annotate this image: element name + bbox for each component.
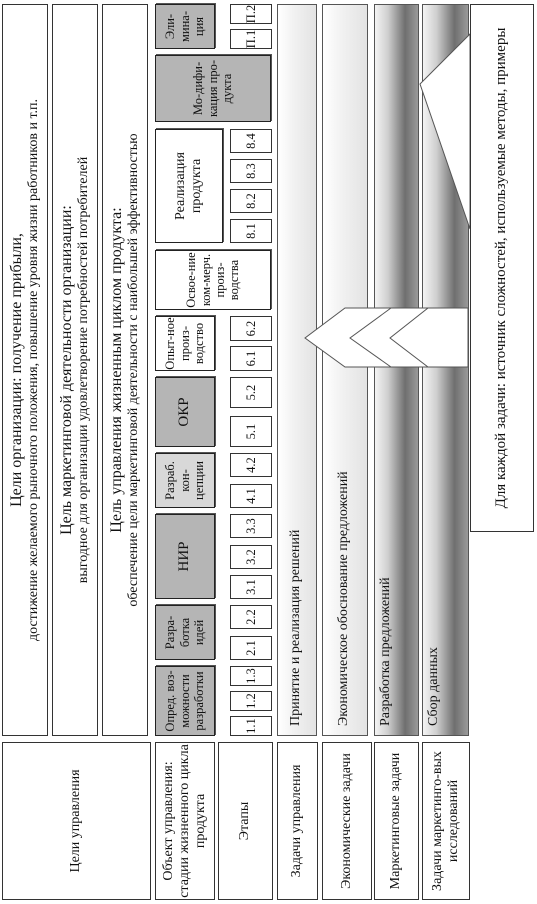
step-label: П.2 <box>243 4 258 24</box>
label-text: Задачи маркетинго-вых исследований <box>429 751 461 891</box>
label-text: Цели управления <box>68 769 84 873</box>
step-label: 6.2 <box>243 320 258 337</box>
label-text: Объект управления: стадии жизненного цикла продукта <box>160 744 209 898</box>
label-text: Маркетинговые задачи <box>388 752 404 890</box>
step-label: 2.1 <box>243 640 258 656</box>
label-text: Этапы <box>237 801 253 841</box>
step-label: 1.1 <box>243 718 258 734</box>
org-goals-title: Цели организации: получение прибыли, <box>7 233 25 507</box>
callout-text: Для каждой задачи: источник сложностей, используемые методы, примеры <box>493 27 510 509</box>
band-data-label: Сбор данных <box>426 647 441 726</box>
band-mgmt-label: Принятие и реализация решений <box>288 529 303 726</box>
step-label: 3.3 <box>243 518 258 534</box>
callout-pointer <box>420 34 470 229</box>
marketing-goal-detail: выгодное для организации удовлетворение потребностей потребителей <box>76 156 92 584</box>
marketing-goal-title: Цель маркетинговой деятельности организации: <box>57 205 75 535</box>
step-label: 3.2 <box>243 549 258 565</box>
stage-label: Реализация продукта <box>172 152 204 220</box>
stage-label: Эли-мина-ция <box>163 11 207 42</box>
stage-label: Мо-дифи-кация про-дукта <box>191 59 235 118</box>
step-label: 4.2 <box>243 457 258 473</box>
step-label: 1.2 <box>243 693 258 709</box>
step-label: 2.2 <box>243 609 258 625</box>
band-marketing-label: Разработка предложений <box>378 577 393 726</box>
step-label: 8.4 <box>243 133 258 149</box>
stage-label: Опред. воз-можности разработки <box>163 670 207 732</box>
label-text: Экономические задачи <box>338 753 354 889</box>
lifecycle-goal-title: Цель управления жизненным циклом продукта: <box>107 207 125 533</box>
step-label: 3.1 <box>243 579 258 595</box>
stage-label: ОКР <box>176 397 193 427</box>
step-label: 5.1 <box>243 423 258 440</box>
label-text: Задачи управления <box>289 764 305 878</box>
lifecycle-goal-detail: обеспечение цели маркетинговой деятельности с наибольшей эффективностью <box>126 133 142 607</box>
stage-label: Разраб. кон-цепции <box>163 461 207 500</box>
step-label: 4.1 <box>243 488 258 504</box>
stage-label: Разра-ботка идей <box>163 615 207 650</box>
step-label: 1.3 <box>243 668 258 684</box>
flow-arrows <box>305 308 468 367</box>
step-label: 8.1 <box>243 223 258 239</box>
stage-label: Освое-ние ком-мерч. произ-водства <box>184 252 242 308</box>
stage-label: НИР <box>176 541 193 572</box>
step-label: 8.2 <box>243 193 258 209</box>
band-econ-label: Экономическое обоснование предложений <box>336 471 351 726</box>
stage-label: Опыт-ное произ-водство <box>163 317 207 370</box>
step-label: П.1 <box>243 29 258 49</box>
step-label: 8.3 <box>243 163 258 179</box>
step-label: 6.1 <box>243 350 258 367</box>
step-label: 5.2 <box>243 384 258 401</box>
org-goals-detail: достижение желаемого рыночного положения, повышение уровня жизни работников и т.п. <box>26 98 42 642</box>
callout-box <box>470 4 534 532</box>
